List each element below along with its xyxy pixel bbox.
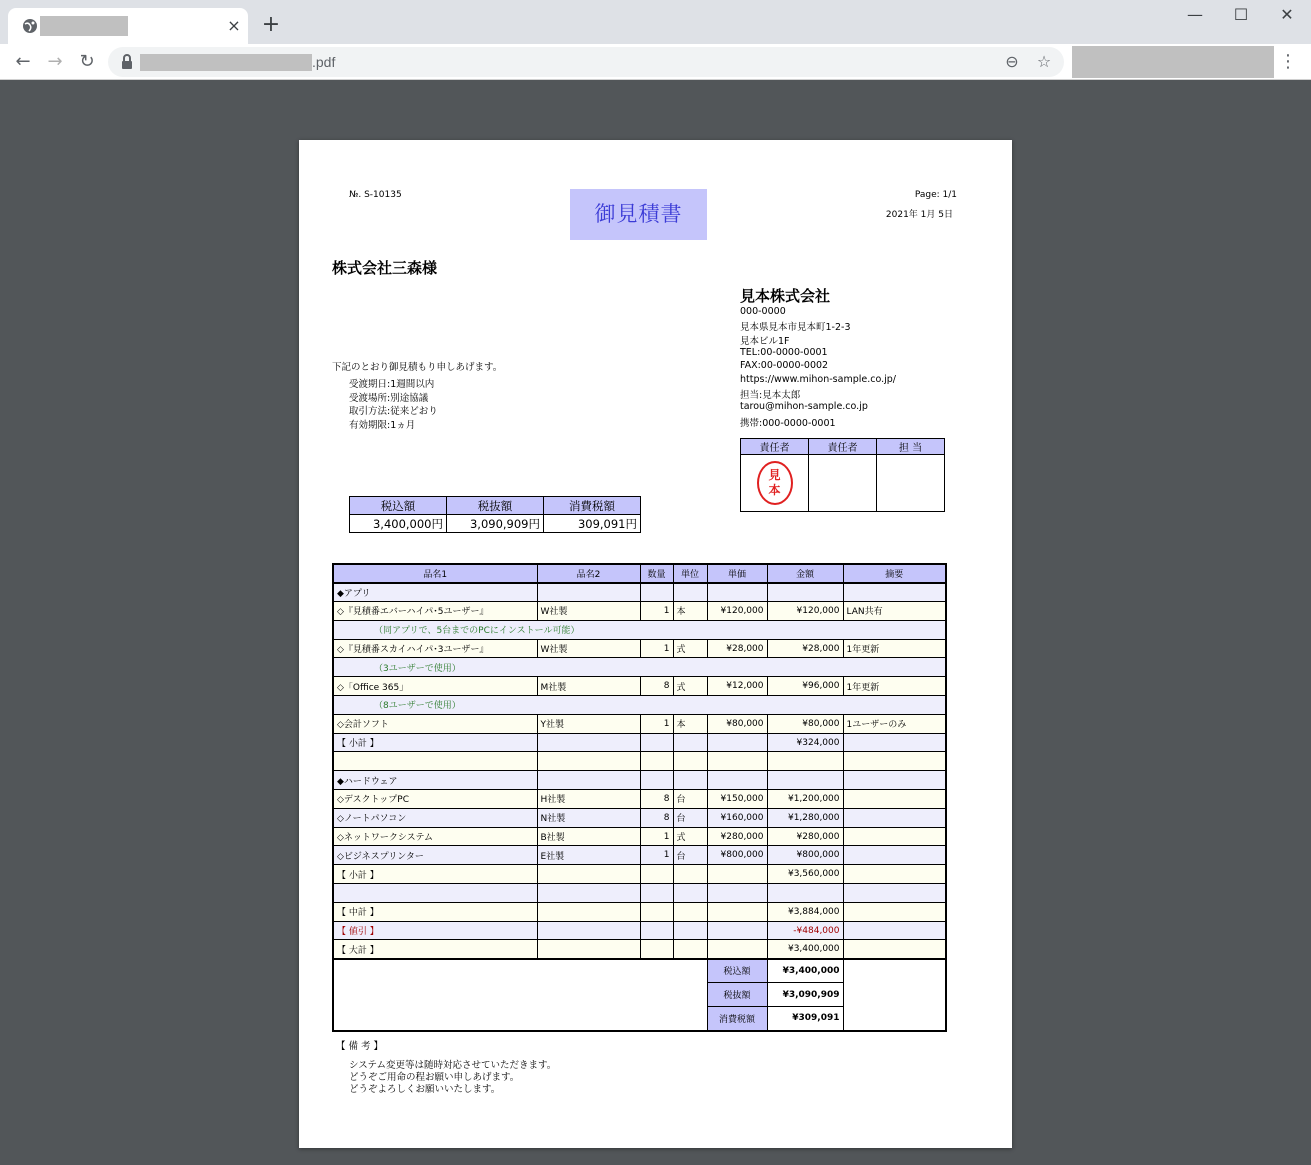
subtotal-amount: ¥3,884,000 xyxy=(767,902,843,921)
subtotal-amount: ¥3,560,000 xyxy=(767,865,843,884)
subtotal-row xyxy=(333,733,946,752)
seal-stamp xyxy=(757,461,793,505)
empty-cell xyxy=(537,884,640,903)
reload-icon[interactable]: ↻ xyxy=(79,51,95,72)
empty-cell xyxy=(673,865,707,884)
blank-row xyxy=(333,884,946,903)
empty-cell xyxy=(767,771,843,790)
empty-cell xyxy=(537,902,640,921)
category-row xyxy=(333,771,946,790)
item-note-row xyxy=(333,658,946,677)
empty-cell xyxy=(640,583,673,602)
item-maker: E社製 xyxy=(537,846,640,865)
item-memo xyxy=(843,846,946,865)
customer-name: 株式会社三森様 xyxy=(332,259,438,277)
item-price: ¥28,000 xyxy=(707,639,767,658)
item-qty: 1 xyxy=(640,602,673,621)
item-amount: ¥80,000 xyxy=(767,714,843,733)
empty-cell xyxy=(537,752,640,771)
totals-body xyxy=(333,959,946,1031)
browser-titlebar xyxy=(0,0,1311,44)
item-unit: 式 xyxy=(673,639,707,658)
empty-cell xyxy=(333,752,537,771)
company-address: 見本県見本市見本町1-2-3 xyxy=(740,322,851,333)
item-note: （同アプリで、5台までのPCにインストール可能） xyxy=(333,620,946,639)
item-name: ◇デスクトップPC xyxy=(333,790,537,809)
menu-dots-icon[interactable]: ⋮ xyxy=(1279,51,1297,72)
item-row xyxy=(333,846,946,865)
empty-cell xyxy=(707,865,767,884)
item-name: ◇ネットワークシステム xyxy=(333,827,537,846)
item-name: ◇『見積番スカイハイパ･3ユーザー』 xyxy=(333,639,537,658)
company-tel: TEL:00-0000-0001 xyxy=(740,347,828,358)
company-building: 見本ビル1F xyxy=(740,336,790,347)
empty-cell xyxy=(673,940,707,959)
item-memo: 1年更新 xyxy=(843,639,946,658)
item-name: ◇会計ソフト xyxy=(333,714,537,733)
blank-row xyxy=(333,752,946,771)
item-amount: ¥96,000 xyxy=(767,677,843,696)
item-row xyxy=(333,714,946,733)
item-row xyxy=(333,827,946,846)
item-name: ◇「Office 365」 xyxy=(333,677,537,696)
summary-header: 消費税額 xyxy=(544,497,641,515)
empty-cell xyxy=(767,752,843,771)
approval-stamp-table xyxy=(740,438,945,512)
browser-tab[interactable] xyxy=(8,8,248,44)
subtotal-label: 【 中計 】 xyxy=(333,902,537,921)
totals-blank xyxy=(843,959,946,1031)
item-qty: 8 xyxy=(640,677,673,696)
back-arrow-icon[interactable]: ← xyxy=(15,51,31,72)
pdf-page xyxy=(299,140,1012,1148)
empty-cell xyxy=(707,752,767,771)
item-row xyxy=(333,639,946,658)
remark-line: システム変更等は随時対応させていただきます。 xyxy=(349,1060,557,1071)
empty-cell xyxy=(843,733,946,752)
empty-cell xyxy=(707,733,767,752)
url-suffix: .pdf xyxy=(312,54,336,70)
address-bar[interactable] xyxy=(108,47,1064,77)
item-amount: ¥1,280,000 xyxy=(767,808,843,827)
item-memo: LAN共有 xyxy=(843,602,946,621)
item-unit: 式 xyxy=(673,827,707,846)
company-mobile: 携帯:000-0000-0001 xyxy=(740,418,836,429)
items-header: 品名1 xyxy=(333,564,537,583)
item-qty: 8 xyxy=(640,808,673,827)
item-maker: W社製 xyxy=(537,602,640,621)
item-unit: 台 xyxy=(673,808,707,827)
item-unit: 本 xyxy=(673,714,707,733)
items-table xyxy=(332,563,947,1032)
item-memo xyxy=(843,790,946,809)
empty-cell xyxy=(640,752,673,771)
item-price: ¥80,000 xyxy=(707,714,767,733)
stamp-cell xyxy=(809,455,877,512)
document-title: 御見積書 xyxy=(570,189,707,240)
stamp-header: 担 当 xyxy=(877,439,945,455)
empty-cell xyxy=(640,884,673,903)
item-maker: Y社製 xyxy=(537,714,640,733)
seal-top: 見 xyxy=(768,468,781,482)
items-header: 数量 xyxy=(640,564,673,583)
item-memo xyxy=(843,808,946,827)
items-header: 単位 xyxy=(673,564,707,583)
discount-row xyxy=(333,921,946,940)
item-unit: 式 xyxy=(673,677,707,696)
empty-cell xyxy=(843,865,946,884)
company-name: 見本株式会社 xyxy=(740,287,831,305)
items-header: 金額 xyxy=(767,564,843,583)
close-window-button[interactable]: ✕ xyxy=(1280,5,1294,24)
empty-cell xyxy=(673,771,707,790)
item-name: ◇ビジネスプリンター xyxy=(333,846,537,865)
empty-cell xyxy=(537,733,640,752)
page-number: Page: 1/1 xyxy=(914,190,957,200)
company-email: tarou@mihon-sample.co.jp xyxy=(740,401,868,412)
item-row xyxy=(333,677,946,696)
total-value: ¥3,400,000 xyxy=(767,959,843,983)
empty-cell xyxy=(673,752,707,771)
empty-cell xyxy=(707,771,767,790)
item-memo: 1ユーザーのみ xyxy=(843,714,946,733)
empty-cell xyxy=(640,940,673,959)
item-name: ◇『見積番エバーハイパ･5ユーザー』 xyxy=(333,602,537,621)
summary-value: 3,090,909円 xyxy=(447,515,544,533)
subtotal-row xyxy=(333,940,946,959)
items-header: 品名2 xyxy=(537,564,640,583)
company-postal: 000-0000 xyxy=(740,306,786,317)
item-price: ¥120,000 xyxy=(707,602,767,621)
empty-cell xyxy=(843,752,946,771)
item-qty: 8 xyxy=(640,790,673,809)
company-fax: FAX:00-0000-0002 xyxy=(740,360,829,371)
intro-text: 下記のとおり御見積もり申しあげます。 xyxy=(332,362,503,373)
empty-cell xyxy=(333,884,537,903)
browser-toolbar xyxy=(0,44,1311,80)
total-label: 税抜額 xyxy=(707,983,767,1007)
category-label: ◆アプリ xyxy=(333,583,537,602)
item-price: ¥280,000 xyxy=(707,827,767,846)
empty-cell xyxy=(537,771,640,790)
stamp-cell xyxy=(877,455,945,512)
item-amount: ¥28,000 xyxy=(767,639,843,658)
empty-cell xyxy=(767,583,843,602)
empty-cell xyxy=(707,921,767,940)
empty-cell xyxy=(707,884,767,903)
new-tab-button[interactable]: + xyxy=(261,12,281,37)
item-row xyxy=(333,602,946,621)
subtotal-row xyxy=(333,865,946,884)
total-value: ¥3,090,909 xyxy=(767,983,843,1007)
item-price: ¥160,000 xyxy=(707,808,767,827)
star-icon[interactable]: ☆ xyxy=(1036,52,1052,71)
url-redacted xyxy=(140,54,312,71)
empty-cell xyxy=(767,884,843,903)
item-qty: 1 xyxy=(640,846,673,865)
tab-close-icon[interactable]: × xyxy=(227,16,241,35)
subtotal-label: 【 小計 】 xyxy=(333,733,537,752)
summary-header: 税込額 xyxy=(350,497,447,515)
stamp-header: 責任者 xyxy=(809,439,877,455)
empty-cell xyxy=(843,583,946,602)
empty-cell xyxy=(843,771,946,790)
issue-date: 2021年 1月 5日 xyxy=(885,210,953,220)
category-row xyxy=(333,583,946,602)
item-note: （3ユーザーで使用） xyxy=(333,658,946,677)
item-amount: ¥280,000 xyxy=(767,827,843,846)
forward-arrow-icon[interactable]: → xyxy=(47,51,63,72)
item-note-row xyxy=(333,620,946,639)
item-unit: 台 xyxy=(673,790,707,809)
item-row xyxy=(333,790,946,809)
empty-cell xyxy=(843,884,946,903)
subtotal-row xyxy=(333,902,946,921)
item-maker: W社製 xyxy=(537,639,640,658)
total-label: 税込額 xyxy=(707,959,767,983)
item-name: ◇ノートパソコン xyxy=(333,808,537,827)
stamp-cell xyxy=(741,455,809,512)
condition-payment: 取引方法:従来どおり xyxy=(349,406,438,417)
empty-cell xyxy=(537,865,640,884)
remark-line: どうぞご用命の程お願い申しあげます。 xyxy=(349,1072,520,1083)
subtotal-label: 【 値引 】 xyxy=(333,921,537,940)
zoom-icon[interactable]: ⊖ xyxy=(1005,52,1019,71)
category-label: ◆ハードウェア xyxy=(333,771,537,790)
company-staff: 担当:見本太郎 xyxy=(740,390,801,401)
item-unit: 台 xyxy=(673,846,707,865)
item-qty: 1 xyxy=(640,827,673,846)
empty-cell xyxy=(640,771,673,790)
item-note: （8ユーザーで使用） xyxy=(333,696,946,715)
remarks-title: 【 備 考 】 xyxy=(336,1041,384,1052)
item-qty: 1 xyxy=(640,639,673,658)
condition-delivery-place: 受渡場所:別途協議 xyxy=(349,393,429,404)
empty-cell xyxy=(640,733,673,752)
extensions-redacted xyxy=(1072,46,1274,78)
globe-icon xyxy=(22,18,38,34)
item-price: ¥800,000 xyxy=(707,846,767,865)
totals-blank xyxy=(333,959,707,1031)
amount-summary-table xyxy=(349,496,641,533)
company-url: https://www.mihon-sample.co.jp/ xyxy=(740,374,897,385)
empty-cell xyxy=(673,902,707,921)
item-row xyxy=(333,808,946,827)
item-amount: ¥1,200,000 xyxy=(767,790,843,809)
item-memo: 1年更新 xyxy=(843,677,946,696)
item-unit: 本 xyxy=(673,602,707,621)
seal-bottom: 本 xyxy=(768,483,781,497)
item-price: ¥150,000 xyxy=(707,790,767,809)
total-value: ¥309,091 xyxy=(767,1007,843,1031)
maximize-button[interactable]: ☐ xyxy=(1233,5,1249,24)
empty-cell xyxy=(537,583,640,602)
condition-delivery-date: 受渡期日:1週間以内 xyxy=(349,379,435,390)
item-maker: B社製 xyxy=(537,827,640,846)
lock-icon xyxy=(120,54,134,70)
total-label: 消費税額 xyxy=(707,1007,767,1031)
item-qty: 1 xyxy=(640,714,673,733)
subtotal-amount: ¥3,400,000 xyxy=(767,940,843,959)
minimize-button[interactable]: — xyxy=(1187,5,1203,24)
item-note-row xyxy=(333,696,946,715)
item-price: ¥12,000 xyxy=(707,677,767,696)
summary-value: 309,091円 xyxy=(544,515,641,533)
subtotal-amount: ¥324,000 xyxy=(767,733,843,752)
remark-line: どうぞよろしくお願いいたします。 xyxy=(349,1084,501,1095)
stamp-header: 責任者 xyxy=(741,439,809,455)
item-maker: H社製 xyxy=(537,790,640,809)
item-memo xyxy=(843,827,946,846)
items-header: 摘要 xyxy=(843,564,946,583)
empty-cell xyxy=(537,921,640,940)
subtotal-amount: -¥484,000 xyxy=(767,921,843,940)
item-amount: ¥800,000 xyxy=(767,846,843,865)
subtotal-label: 【 小計 】 xyxy=(333,865,537,884)
total-row xyxy=(333,959,946,983)
condition-validity: 有効期限:1ヵ月 xyxy=(349,420,416,431)
empty-cell xyxy=(707,583,767,602)
item-amount: ¥120,000 xyxy=(767,602,843,621)
subtotal-label: 【 大計 】 xyxy=(333,940,537,959)
empty-cell xyxy=(673,884,707,903)
empty-cell xyxy=(673,583,707,602)
empty-cell xyxy=(707,902,767,921)
empty-cell xyxy=(843,921,946,940)
empty-cell xyxy=(673,921,707,940)
empty-cell xyxy=(640,902,673,921)
empty-cell xyxy=(673,733,707,752)
summary-value: 3,400,000円 xyxy=(350,515,447,533)
empty-cell xyxy=(843,902,946,921)
empty-cell xyxy=(640,921,673,940)
empty-cell xyxy=(537,940,640,959)
empty-cell xyxy=(843,940,946,959)
items-body xyxy=(333,583,946,959)
item-maker: N社製 xyxy=(537,808,640,827)
summary-header: 税抜額 xyxy=(447,497,544,515)
items-header: 単価 xyxy=(707,564,767,583)
document-number: №. S-10135 xyxy=(349,190,402,200)
empty-cell xyxy=(640,865,673,884)
item-maker: M社製 xyxy=(537,677,640,696)
tab-title-redacted xyxy=(40,16,128,36)
empty-cell xyxy=(707,940,767,959)
